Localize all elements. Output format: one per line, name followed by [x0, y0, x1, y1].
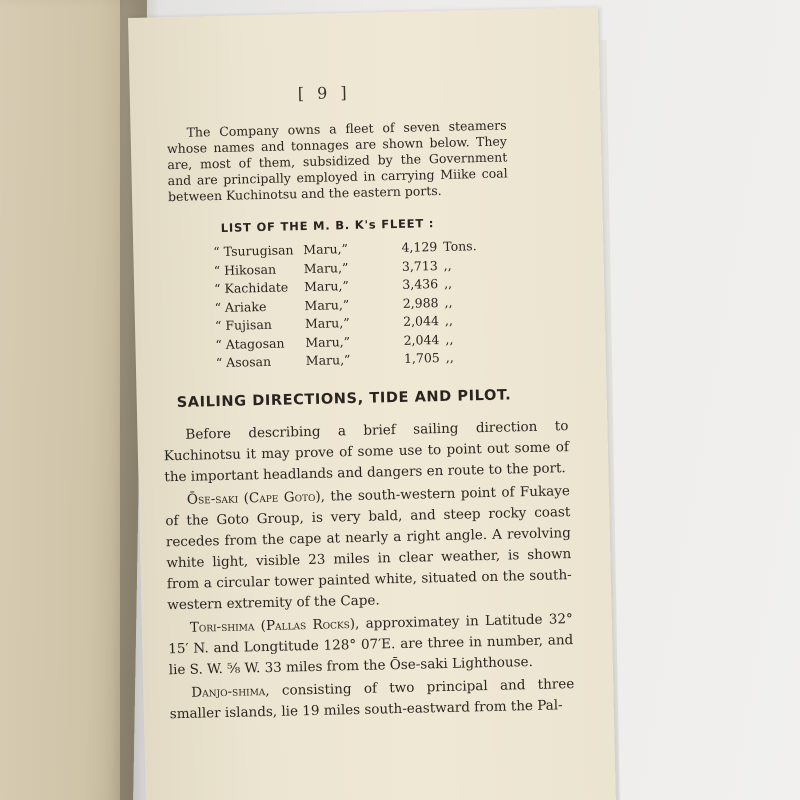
ship-unit: ,, — [443, 257, 452, 273]
ship-tons: 3,436 — [402, 276, 439, 292]
ship-name: “ Hikosan — [213, 261, 277, 278]
ship-maru: Maru,” — [304, 315, 350, 332]
page-number: [ 9 ] — [297, 82, 351, 104]
ship-unit: ,, — [444, 312, 454, 328]
ship-tons: 3,713 — [401, 257, 438, 274]
ship-name: “ Fujisan — [214, 316, 273, 334]
ship-tons: 1,705 — [403, 350, 440, 366]
ship-name: “ Tsurugisan — [213, 242, 294, 260]
paragraph-text: , approximatey in Latitude 32° 15′ N. and Longtitude 128° 07′E. are three in number, and lie S. W. ⅝ W. 33 miles from the Ōse-saki Lighthouse. — [168, 611, 574, 679]
fleet-table — [213, 238, 486, 374]
ship-tons: 2,044 — [403, 331, 440, 348]
paragraph-text: Before describing a brief sailing direction to Kuchinotsu it may prove of some use to point out some of the important headlands and dangers en route to the port. — [163, 418, 570, 486]
paragraph-tori-shima — [168, 609, 574, 681]
paragraph-lead: Ōse-saki (Cape Goto) — [186, 488, 321, 508]
ship-name: “ Asosan — [215, 353, 272, 371]
book-page — [128, 7, 616, 800]
paragraph-lead: Danjo-shima — [191, 683, 266, 701]
ship-maru: Maru,” — [303, 241, 349, 258]
ship-unit: Tons. — [443, 238, 477, 254]
ship-maru: Maru,” — [305, 352, 351, 369]
ship-maru: Maru,” — [305, 333, 351, 350]
paragraph-ose-saki — [165, 481, 573, 616]
ship-unit: ,, — [445, 331, 454, 347]
ship-unit: ,, — [445, 349, 454, 365]
ship-unit: ,, — [443, 275, 453, 291]
paragraph-intro — [163, 416, 569, 488]
ship-unit: ,, — [444, 294, 453, 310]
fleet-heading: LIST OF THE M. B. K's FLEET : — [220, 216, 435, 235]
ship-tons: 4,129 — [401, 239, 438, 255]
ship-maru: Maru,” — [304, 296, 350, 313]
ship-tons: 2,044 — [402, 313, 440, 329]
paragraph-lead: Tori-shima (Pallas Rocks) — [189, 616, 356, 636]
ship-maru: Maru,” — [303, 259, 349, 276]
paragraph-text: , consisting of two principal and three smaller islands, lie 19 miles south-eastward from the Pal- — [169, 676, 575, 723]
ship-maru: Maru,” — [303, 278, 349, 295]
ship-tons: 2,988 — [402, 294, 439, 311]
ship-name: “ Atagosan — [215, 335, 285, 352]
ship-name: “ Kachidate — [213, 279, 289, 297]
paragraph-danjo-shima — [169, 674, 575, 725]
section-heading: SAILING DIRECTIONS, TIDE AND PILOT. — [176, 387, 512, 411]
ship-name: “ Ariake — [214, 298, 267, 315]
body-text — [163, 416, 575, 727]
paragraph-text: , the south-western point of Fukaye of the Goto Group, is very bald, and steep rocky coast recedes from the cape at nearly a right angle. A revolving white light, visible 23 miles in clear weather, is shown from a circular tower painted white, situated on the south-western extremity of the Cape. — [165, 483, 572, 614]
intro-paragraph: The Company owns a fleet of seven steamers whose names and tonnages are shown below. They are, most of them, subsidized by the Government and are principally employed in carrying Miike coal between Kuchinotsu and the eastern ports. — [166, 117, 508, 205]
